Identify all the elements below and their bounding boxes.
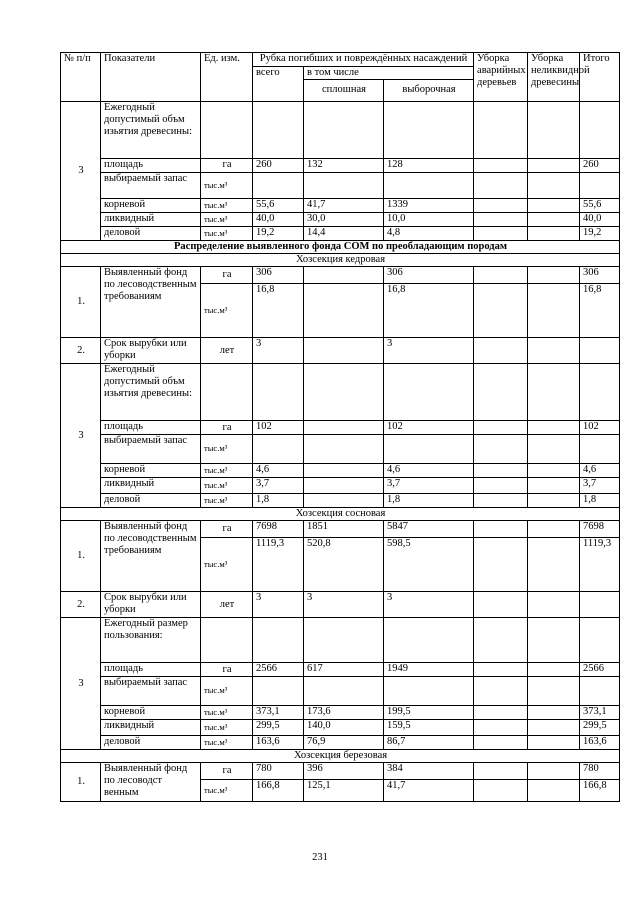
value-selective-cell bbox=[384, 435, 474, 464]
header-unmarketable: Уборка неликвидной древесины bbox=[528, 53, 580, 102]
value-unmarketable-cell bbox=[528, 736, 580, 750]
value-selective-cell: 4,6 bbox=[384, 464, 474, 478]
value-solid-cell: 3 bbox=[304, 592, 384, 618]
value-itogo-cell: 1119,3 bbox=[580, 538, 620, 592]
value-itogo-cell bbox=[580, 618, 620, 663]
row-number-cell: 2. bbox=[61, 592, 101, 618]
value-solid-cell: 617 bbox=[304, 663, 384, 677]
value-total-cell: 102 bbox=[253, 421, 304, 435]
value-unmarketable-cell bbox=[528, 663, 580, 677]
value-unmarketable-cell bbox=[528, 538, 580, 592]
value-itogo-cell: 7698 bbox=[580, 521, 620, 538]
section-title-birch: Хозсекция березовая bbox=[61, 750, 620, 763]
value-solid-cell bbox=[304, 173, 384, 199]
value-emergency-cell bbox=[474, 267, 528, 284]
value-emergency-cell bbox=[474, 592, 528, 618]
header-solid: сплошная bbox=[304, 80, 384, 102]
value-itogo-cell: 3,7 bbox=[580, 478, 620, 494]
value-unmarketable-cell bbox=[528, 478, 580, 494]
value-total-cell: 163,6 bbox=[253, 736, 304, 750]
value-total-cell: 3 bbox=[253, 592, 304, 618]
row-number-cell: 1. bbox=[61, 267, 101, 338]
indicator-label-cell: площадь bbox=[101, 159, 201, 173]
indicator-label-cell: Срок вырубки или уборки bbox=[101, 338, 201, 364]
value-solid-cell: 41,7 bbox=[304, 199, 384, 213]
value-itogo-cell: 2566 bbox=[580, 663, 620, 677]
value-total-cell bbox=[253, 435, 304, 464]
value-unmarketable-cell bbox=[528, 213, 580, 227]
value-solid-cell bbox=[304, 284, 384, 338]
value-unmarketable-cell bbox=[528, 102, 580, 159]
value-solid-cell bbox=[304, 478, 384, 494]
value-emergency-cell bbox=[474, 421, 528, 435]
table-row bbox=[61, 254, 620, 267]
indicator-label-cell: выбираемый запас bbox=[101, 173, 201, 199]
unit-cell bbox=[201, 618, 253, 663]
value-unmarketable-cell bbox=[528, 464, 580, 478]
indicator-label-cell: ликвидный bbox=[101, 720, 201, 736]
unit-cell: тыс.м³ bbox=[201, 213, 253, 227]
value-itogo-cell: 260 bbox=[580, 159, 620, 173]
value-solid-cell bbox=[304, 618, 384, 663]
indicator-label-cell: Выявленный фонд по лесоводственным требованиям bbox=[101, 521, 201, 592]
value-solid-cell bbox=[304, 464, 384, 478]
value-itogo-cell: 40,0 bbox=[580, 213, 620, 227]
value-total-cell: 2566 bbox=[253, 663, 304, 677]
value-total-cell: 306 bbox=[253, 267, 304, 284]
table-row bbox=[61, 763, 620, 780]
value-total-cell: 780 bbox=[253, 763, 304, 780]
value-solid-cell: 14,4 bbox=[304, 227, 384, 241]
table-row bbox=[61, 435, 620, 464]
indicator-label-cell: площадь bbox=[101, 663, 201, 677]
table-row bbox=[61, 421, 620, 435]
table-row bbox=[61, 494, 620, 508]
table-row bbox=[61, 736, 620, 750]
value-solid-cell bbox=[304, 677, 384, 706]
table-row bbox=[61, 478, 620, 494]
value-total-cell: 373,1 bbox=[253, 706, 304, 720]
value-selective-cell: 16,8 bbox=[384, 284, 474, 338]
unit-cell: тыс.м³ bbox=[201, 478, 253, 494]
table-row bbox=[61, 199, 620, 213]
value-itogo-cell: 306 bbox=[580, 267, 620, 284]
table-row bbox=[61, 159, 620, 173]
forest-table bbox=[60, 52, 620, 802]
table-row bbox=[61, 663, 620, 677]
value-solid-cell bbox=[304, 494, 384, 508]
value-unmarketable-cell bbox=[528, 173, 580, 199]
value-emergency-cell bbox=[474, 494, 528, 508]
header-row bbox=[61, 53, 620, 67]
value-solid-cell: 76,9 bbox=[304, 736, 384, 750]
value-selective-cell: 3 bbox=[384, 592, 474, 618]
value-emergency-cell bbox=[474, 677, 528, 706]
value-itogo-cell bbox=[580, 677, 620, 706]
value-solid-cell: 125,1 bbox=[304, 780, 384, 802]
value-selective-cell: 86,7 bbox=[384, 736, 474, 750]
indicator-label-cell: выбираемый запас bbox=[101, 677, 201, 706]
value-itogo-cell: 4,6 bbox=[580, 464, 620, 478]
value-unmarketable-cell bbox=[528, 267, 580, 284]
value-selective-cell: 102 bbox=[384, 421, 474, 435]
row-number-cell: 2. bbox=[61, 338, 101, 364]
unit-cell: тыс.м³ bbox=[201, 435, 253, 464]
value-unmarketable-cell bbox=[528, 763, 580, 780]
unit-cell: тыс.м³ bbox=[201, 780, 253, 802]
indicator-label-cell: Ежегодный допустимый объм изьятия древесины: bbox=[101, 102, 201, 159]
value-selective-cell: 3 bbox=[384, 338, 474, 364]
value-selective-cell: 41,7 bbox=[384, 780, 474, 802]
indicator-label-cell: Выявленный фонд по лесоводст венным bbox=[101, 763, 201, 802]
header-total: всего bbox=[253, 66, 304, 102]
value-itogo-cell: 299,5 bbox=[580, 720, 620, 736]
page-number: 231 bbox=[312, 852, 328, 863]
value-emergency-cell bbox=[474, 464, 528, 478]
value-itogo-cell bbox=[580, 338, 620, 364]
value-selective-cell: 1339 bbox=[384, 199, 474, 213]
value-itogo-cell bbox=[580, 102, 620, 159]
value-emergency-cell bbox=[474, 159, 528, 173]
header-selective: выборочная bbox=[384, 80, 474, 102]
unit-cell: га bbox=[201, 159, 253, 173]
value-unmarketable-cell bbox=[528, 435, 580, 464]
table-row bbox=[61, 677, 620, 706]
unit-cell: га bbox=[201, 763, 253, 780]
value-itogo-cell: 1,8 bbox=[580, 494, 620, 508]
value-itogo-cell bbox=[580, 435, 620, 464]
table-body bbox=[61, 53, 620, 802]
value-emergency-cell bbox=[474, 478, 528, 494]
table-row bbox=[61, 364, 620, 421]
row-number-cell: 1. bbox=[61, 763, 101, 802]
table-row bbox=[61, 720, 620, 736]
table-row bbox=[61, 618, 620, 663]
value-unmarketable-cell bbox=[528, 677, 580, 706]
unit-cell: га bbox=[201, 421, 253, 435]
value-unmarketable-cell bbox=[528, 421, 580, 435]
value-emergency-cell bbox=[474, 227, 528, 241]
value-solid-cell bbox=[304, 267, 384, 284]
unit-cell: лет bbox=[201, 592, 253, 618]
value-selective-cell: 384 bbox=[384, 763, 474, 780]
value-selective-cell bbox=[384, 173, 474, 199]
table-row bbox=[61, 173, 620, 199]
indicator-label-cell: деловой bbox=[101, 494, 201, 508]
value-selective-cell bbox=[384, 364, 474, 421]
distribution-title: Распределение выявленного фонда СОМ по преобладающим породам bbox=[61, 241, 620, 254]
value-total-cell: 4,6 bbox=[253, 464, 304, 478]
value-emergency-cell bbox=[474, 364, 528, 421]
unit-cell: га bbox=[201, 663, 253, 677]
value-emergency-cell bbox=[474, 284, 528, 338]
table-row bbox=[61, 213, 620, 227]
unit-cell: тыс.м³ bbox=[201, 677, 253, 706]
header-cutting: Рубка погибших и повреждённых насаждений bbox=[253, 53, 474, 67]
value-solid-cell bbox=[304, 338, 384, 364]
header-incl: в том числе bbox=[304, 66, 474, 80]
value-solid-cell: 30,0 bbox=[304, 213, 384, 227]
value-total-cell bbox=[253, 618, 304, 663]
unit-cell: тыс.м³ bbox=[201, 227, 253, 241]
value-emergency-cell bbox=[474, 663, 528, 677]
indicator-label-cell: корневой bbox=[101, 706, 201, 720]
value-itogo-cell: 16,8 bbox=[580, 284, 620, 338]
value-solid-cell: 1851 bbox=[304, 521, 384, 538]
value-unmarketable-cell bbox=[528, 199, 580, 213]
value-total-cell bbox=[253, 173, 304, 199]
value-solid-cell bbox=[304, 102, 384, 159]
value-unmarketable-cell bbox=[528, 521, 580, 538]
table-row bbox=[61, 464, 620, 478]
indicator-label-cell: корневой bbox=[101, 199, 201, 213]
value-emergency-cell bbox=[474, 521, 528, 538]
value-total-cell bbox=[253, 677, 304, 706]
value-selective-cell: 10,0 bbox=[384, 213, 474, 227]
unit-cell: га bbox=[201, 267, 253, 284]
unit-cell: тыс.м³ bbox=[201, 706, 253, 720]
table-row bbox=[61, 750, 620, 763]
indicator-label-cell: корневой bbox=[101, 464, 201, 478]
value-unmarketable-cell bbox=[528, 364, 580, 421]
value-emergency-cell bbox=[474, 720, 528, 736]
value-selective-cell: 306 bbox=[384, 267, 474, 284]
value-total-cell: 55,6 bbox=[253, 199, 304, 213]
unit-cell: тыс.м³ bbox=[201, 464, 253, 478]
value-unmarketable-cell bbox=[528, 618, 580, 663]
value-emergency-cell bbox=[474, 618, 528, 663]
value-selective-cell bbox=[384, 102, 474, 159]
value-total-cell: 40,0 bbox=[253, 213, 304, 227]
value-total-cell: 7698 bbox=[253, 521, 304, 538]
value-unmarketable-cell bbox=[528, 780, 580, 802]
value-selective-cell: 1,8 bbox=[384, 494, 474, 508]
value-unmarketable-cell bbox=[528, 159, 580, 173]
value-emergency-cell bbox=[474, 338, 528, 364]
header-itogo: Итого bbox=[580, 53, 620, 102]
value-emergency-cell bbox=[474, 213, 528, 227]
value-unmarketable-cell bbox=[528, 284, 580, 338]
value-selective-cell: 159,5 bbox=[384, 720, 474, 736]
indicator-label-cell: Выявленный фонд по лесоводственным требованиям bbox=[101, 267, 201, 338]
value-unmarketable-cell bbox=[528, 494, 580, 508]
value-total-cell: 166,8 bbox=[253, 780, 304, 802]
value-emergency-cell bbox=[474, 706, 528, 720]
value-total-cell bbox=[253, 364, 304, 421]
value-total-cell: 19,2 bbox=[253, 227, 304, 241]
table-row bbox=[61, 521, 620, 538]
indicator-label-cell: выбираемый запас bbox=[101, 435, 201, 464]
unit-cell: тыс.м³ bbox=[201, 538, 253, 592]
value-itogo-cell: 55,6 bbox=[580, 199, 620, 213]
unit-cell: тыс.м³ bbox=[201, 173, 253, 199]
value-itogo-cell bbox=[580, 173, 620, 199]
value-selective-cell bbox=[384, 677, 474, 706]
value-total-cell: 16,8 bbox=[253, 284, 304, 338]
value-total-cell bbox=[253, 102, 304, 159]
table-row bbox=[61, 508, 620, 521]
unit-cell: лет bbox=[201, 338, 253, 364]
row-number-cell: 3 bbox=[61, 364, 101, 508]
value-unmarketable-cell bbox=[528, 706, 580, 720]
value-solid-cell: 520,8 bbox=[304, 538, 384, 592]
value-emergency-cell bbox=[474, 736, 528, 750]
value-itogo-cell: 19,2 bbox=[580, 227, 620, 241]
unit-cell: тыс.м³ bbox=[201, 720, 253, 736]
header-num: № п/п bbox=[61, 53, 101, 102]
value-selective-cell bbox=[384, 618, 474, 663]
value-emergency-cell bbox=[474, 435, 528, 464]
value-total-cell: 299,5 bbox=[253, 720, 304, 736]
table-row bbox=[61, 706, 620, 720]
value-itogo-cell bbox=[580, 364, 620, 421]
row-number-cell: 1. bbox=[61, 521, 101, 592]
table-row bbox=[61, 267, 620, 284]
indicator-label-cell: деловой bbox=[101, 736, 201, 750]
value-solid-cell bbox=[304, 364, 384, 421]
value-selective-cell: 128 bbox=[384, 159, 474, 173]
indicator-label-cell: ликвидный bbox=[101, 478, 201, 494]
row-number-cell: 3 bbox=[61, 618, 101, 750]
value-emergency-cell bbox=[474, 199, 528, 213]
value-emergency-cell bbox=[474, 763, 528, 780]
unit-cell bbox=[201, 102, 253, 159]
value-selective-cell: 5847 bbox=[384, 521, 474, 538]
unit-cell: тыс.м³ bbox=[201, 494, 253, 508]
row-number-cell: 3 bbox=[61, 102, 101, 241]
indicator-label-cell: Ежегодный допустимый объм изьятия древесины: bbox=[101, 364, 201, 421]
value-emergency-cell bbox=[474, 780, 528, 802]
section-title-pine: Хозсекция сосновая bbox=[61, 508, 620, 521]
value-itogo-cell: 373,1 bbox=[580, 706, 620, 720]
table-row bbox=[61, 102, 620, 159]
value-unmarketable-cell bbox=[528, 592, 580, 618]
value-selective-cell: 4,8 bbox=[384, 227, 474, 241]
table-row bbox=[61, 241, 620, 254]
value-itogo-cell: 102 bbox=[580, 421, 620, 435]
table-row bbox=[61, 227, 620, 241]
indicator-label-cell: площадь bbox=[101, 421, 201, 435]
value-unmarketable-cell bbox=[528, 227, 580, 241]
value-emergency-cell bbox=[474, 538, 528, 592]
value-itogo-cell: 166,8 bbox=[580, 780, 620, 802]
section-title-cedar: Хозсекция кедровая bbox=[61, 254, 620, 267]
unit-cell: га bbox=[201, 521, 253, 538]
value-itogo-cell: 780 bbox=[580, 763, 620, 780]
value-solid-cell: 173,6 bbox=[304, 706, 384, 720]
indicator-label-cell: Ежегодный размер пользования: bbox=[101, 618, 201, 663]
value-total-cell: 3 bbox=[253, 338, 304, 364]
value-total-cell: 3,7 bbox=[253, 478, 304, 494]
value-total-cell: 1119,3 bbox=[253, 538, 304, 592]
indicator-label-cell: Срок вырубки или уборки bbox=[101, 592, 201, 618]
value-selective-cell: 199,5 bbox=[384, 706, 474, 720]
indicator-label-cell: деловой bbox=[101, 227, 201, 241]
table-row bbox=[61, 592, 620, 618]
header-emergency: Уборка аварийных деревьев bbox=[474, 53, 528, 102]
value-selective-cell: 598,5 bbox=[384, 538, 474, 592]
value-selective-cell: 1949 bbox=[384, 663, 474, 677]
value-total-cell: 260 bbox=[253, 159, 304, 173]
header-indicators: Показатели bbox=[101, 53, 201, 102]
value-solid-cell: 140,0 bbox=[304, 720, 384, 736]
value-solid-cell: 396 bbox=[304, 763, 384, 780]
value-emergency-cell bbox=[474, 173, 528, 199]
unit-cell bbox=[201, 364, 253, 421]
value-selective-cell: 3,7 bbox=[384, 478, 474, 494]
unit-cell: тыс.м³ bbox=[201, 736, 253, 750]
header-unit: Ед. изм. bbox=[201, 53, 253, 102]
value-emergency-cell bbox=[474, 102, 528, 159]
value-total-cell: 1,8 bbox=[253, 494, 304, 508]
value-unmarketable-cell bbox=[528, 720, 580, 736]
value-unmarketable-cell bbox=[528, 338, 580, 364]
value-itogo-cell bbox=[580, 592, 620, 618]
value-solid-cell: 132 bbox=[304, 159, 384, 173]
value-solid-cell bbox=[304, 421, 384, 435]
indicator-label-cell: ликвидный bbox=[101, 213, 201, 227]
unit-cell: тыс.м³ bbox=[201, 284, 253, 338]
value-itogo-cell: 163,6 bbox=[580, 736, 620, 750]
unit-cell: тыс.м³ bbox=[201, 199, 253, 213]
table-row bbox=[61, 338, 620, 364]
value-solid-cell bbox=[304, 435, 384, 464]
